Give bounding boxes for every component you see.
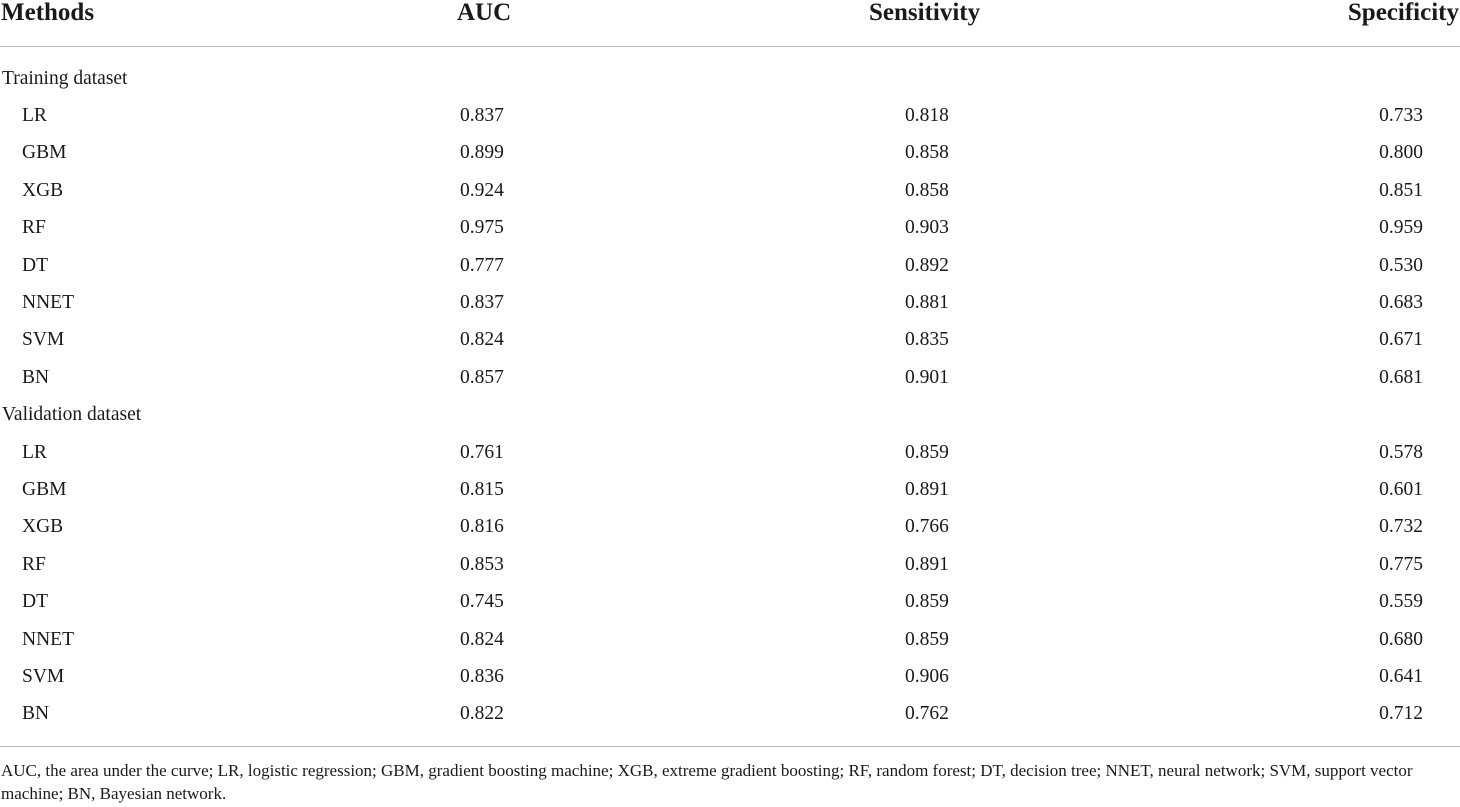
method-cell: XGB [22, 516, 64, 538]
method-cell: NNET [22, 628, 74, 650]
method-cell: XGB [22, 179, 64, 201]
table-row [0, 434, 1460, 471]
specificity-cell: 0.959 [1379, 217, 1423, 239]
method-cell: GBM [22, 142, 67, 164]
header-sensitivity: Sensitivity [869, 0, 981, 26]
sensitivity-cell: 0.903 [905, 217, 949, 239]
specificity-cell: 0.732 [1379, 516, 1423, 538]
specificity-cell: 0.530 [1379, 254, 1423, 276]
specificity-cell: 0.671 [1379, 329, 1423, 351]
table-row [0, 322, 1460, 359]
specificity-cell: 0.800 [1379, 142, 1423, 164]
table-row [0, 546, 1460, 583]
table-row [0, 247, 1460, 284]
specificity-cell: 0.851 [1379, 179, 1423, 201]
specificity-cell: 0.683 [1379, 292, 1423, 314]
table-row [0, 509, 1460, 546]
sensitivity-cell: 0.859 [905, 628, 949, 650]
specificity-cell: 0.601 [1379, 478, 1423, 500]
auc-cell: 0.975 [460, 217, 504, 239]
specificity-cell: 0.680 [1379, 628, 1423, 650]
section-row [0, 60, 1460, 97]
method-cell: LR [22, 441, 47, 463]
specificity-cell: 0.712 [1379, 703, 1423, 725]
sensitivity-cell: 0.906 [905, 665, 949, 687]
table-row [0, 210, 1460, 247]
auc-cell: 0.761 [460, 441, 504, 463]
table-footnote: AUC, the area under the curve; LR, logistic regression; GBM, gradient boosting machine; XGB, extreme gradient boosting; RF, random forest; DT, decision tree; NNET, neural network; SVM, support vector machine; BN, Bayesian network. [1, 761, 1413, 803]
auc-cell: 0.836 [460, 665, 504, 687]
auc-cell: 0.815 [460, 478, 504, 500]
specificity-cell: 0.559 [1379, 591, 1423, 613]
sensitivity-cell: 0.835 [905, 329, 949, 351]
method-cell: DT [22, 254, 48, 276]
table-row [0, 284, 1460, 321]
sensitivity-cell: 0.818 [905, 105, 949, 127]
method-cell: NNET [22, 292, 74, 314]
method-cell: RF [22, 553, 46, 575]
sensitivity-cell: 0.881 [905, 292, 949, 314]
auc-cell: 0.857 [460, 366, 504, 388]
table-body [0, 47, 1460, 733]
specificity-cell: 0.641 [1379, 665, 1423, 687]
sensitivity-cell: 0.892 [905, 254, 949, 276]
method-cell: DT [22, 591, 48, 613]
header-auc: AUC [457, 0, 512, 26]
specificity-cell: 0.775 [1379, 553, 1423, 575]
sensitivity-cell: 0.858 [905, 179, 949, 201]
header-methods: Methods [1, 0, 95, 26]
table-header-row [0, 0, 1460, 47]
auc-cell: 0.853 [460, 553, 504, 575]
footer-divider [0, 746, 1460, 747]
method-cell: SVM [22, 665, 65, 687]
auc-cell: 0.777 [460, 254, 504, 276]
table-row [0, 658, 1460, 695]
sensitivity-cell: 0.859 [905, 591, 949, 613]
sensitivity-cell: 0.859 [905, 441, 949, 463]
auc-cell: 0.745 [460, 591, 504, 613]
sensitivity-cell: 0.901 [905, 366, 949, 388]
table-row [0, 97, 1460, 134]
method-cell: BN [22, 366, 50, 388]
sensitivity-cell: 0.766 [905, 516, 949, 538]
auc-cell: 0.924 [460, 179, 504, 201]
auc-cell: 0.837 [460, 105, 504, 127]
table-row [0, 583, 1460, 620]
specificity-cell: 0.681 [1379, 366, 1423, 388]
auc-cell: 0.816 [460, 516, 504, 538]
specificity-cell: 0.578 [1379, 441, 1423, 463]
auc-cell: 0.824 [460, 329, 504, 351]
auc-cell: 0.822 [460, 703, 504, 725]
section-row [0, 397, 1460, 434]
table-row [0, 471, 1460, 508]
table-row [0, 696, 1460, 733]
table-row [0, 621, 1460, 658]
table-row [0, 172, 1460, 209]
auc-cell: 0.899 [460, 142, 504, 164]
header-specificity: Specificity [1347, 0, 1459, 26]
table-row [0, 135, 1460, 172]
sensitivity-cell: 0.762 [905, 703, 949, 725]
section-label: Training dataset [2, 67, 128, 89]
specificity-cell: 0.733 [1379, 105, 1423, 127]
method-cell: GBM [22, 478, 67, 500]
method-cell: RF [22, 217, 46, 239]
auc-cell: 0.824 [460, 628, 504, 650]
method-cell: LR [22, 105, 47, 127]
table-row [0, 359, 1460, 396]
sensitivity-cell: 0.858 [905, 142, 949, 164]
auc-cell: 0.837 [460, 292, 504, 314]
section-label: Validation dataset [2, 404, 142, 426]
sensitivity-cell: 0.891 [905, 553, 949, 575]
sensitivity-cell: 0.891 [905, 478, 949, 500]
method-cell: SVM [22, 329, 65, 351]
method-cell: BN [22, 703, 50, 725]
